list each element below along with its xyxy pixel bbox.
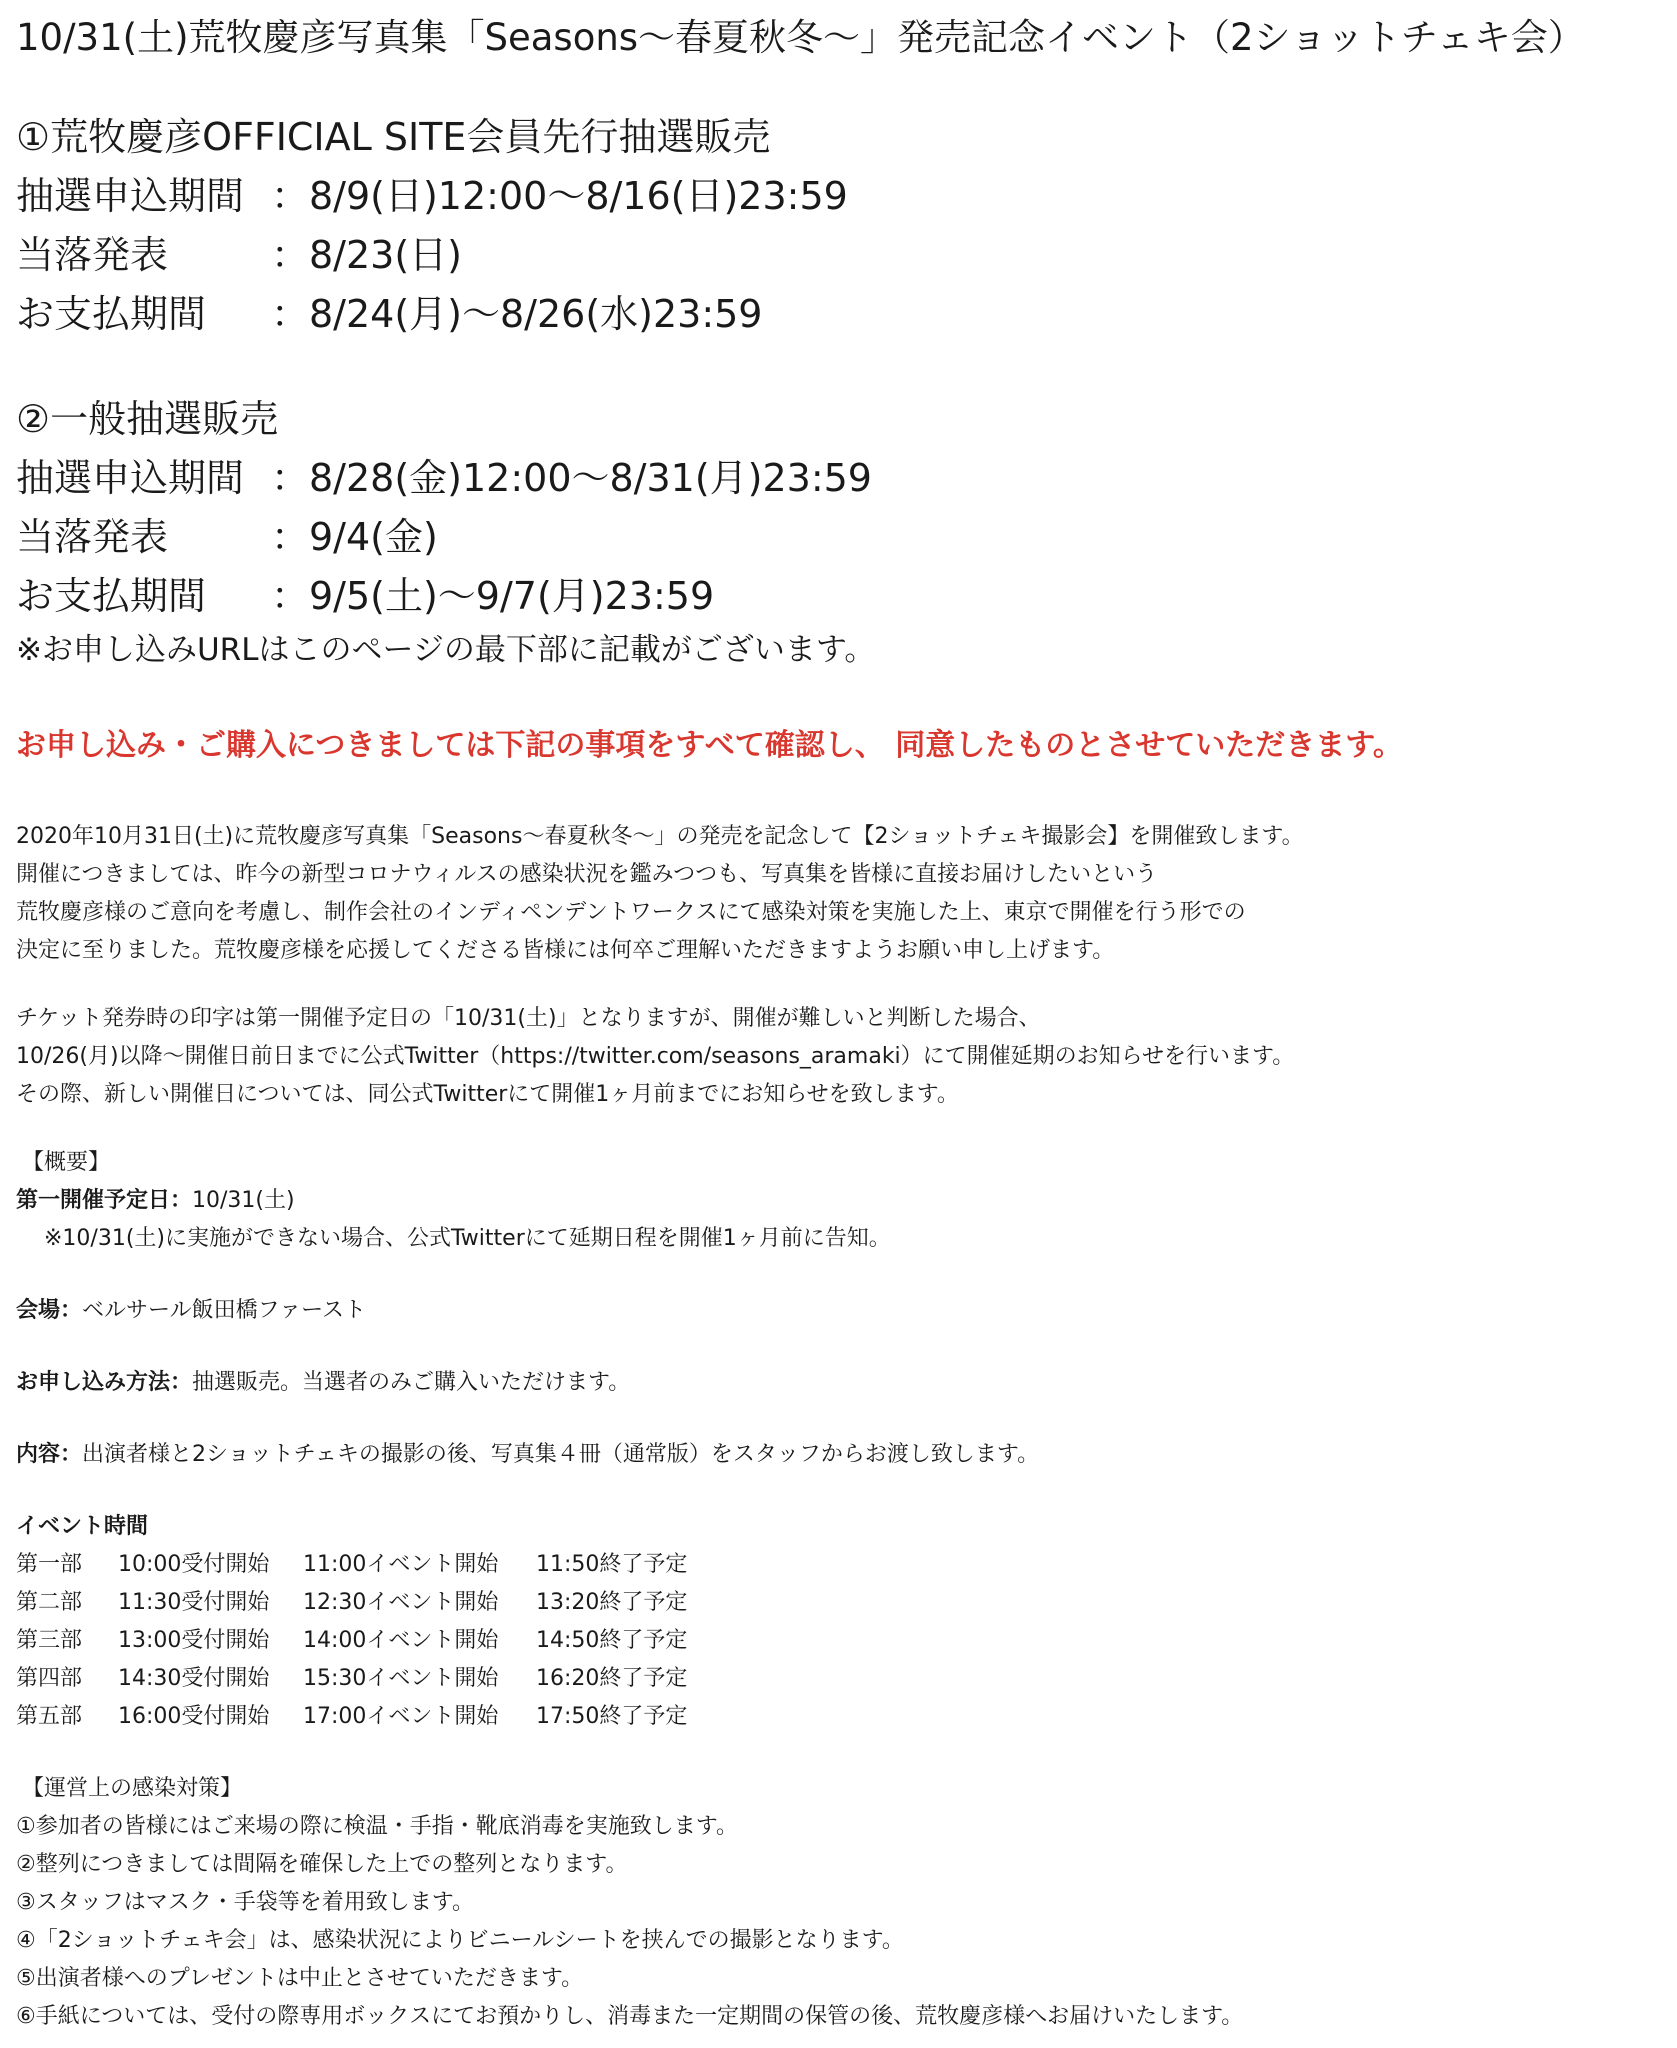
schedule-label: 当落発表 — [16, 233, 169, 277]
event-part: 第一部 — [16, 1552, 83, 1577]
event-reception: 10:00受付開始 — [118, 1552, 270, 1577]
event-end: 17:50終了予定 — [536, 1704, 688, 1729]
schedule-row — [16, 449, 1677, 508]
intro-paragraph — [16, 818, 1677, 970]
event-time-row — [16, 1622, 1677, 1660]
schedule-label: お支払期間 — [16, 292, 207, 336]
general-sale-section — [16, 390, 1677, 674]
event-reception: 14:30受付開始 — [118, 1666, 270, 1691]
application-url-note: ※お申し込みURLはこのページの最下部に記載がございます。 — [16, 632, 876, 668]
schedule-value: ：9/5(土)〜9/7(月)23:59 — [271, 574, 715, 618]
member-presale-section — [16, 108, 1677, 344]
event-time-row — [16, 1546, 1677, 1584]
event-time-section — [16, 1508, 1677, 1736]
schedule-value: ：8/28(金)12:00〜8/31(月)23:59 — [271, 456, 872, 500]
measure-item: ⑤出演者様へのプレゼントは中止とさせていただきます。 — [16, 1966, 584, 1991]
overview-heading: 【概要】 — [22, 1150, 111, 1175]
member-presale-heading: ①荒牧慶彦OFFICIAL SITE会員先行抽選販売 — [16, 115, 771, 159]
event-time-row — [16, 1660, 1677, 1698]
content-value: 出演者様と2ショットチェキの撮影の後、写真集４冊（通常版）をスタッフからお渡し致します。 — [82, 1442, 1040, 1467]
event-start: 14:00イベント開始 — [303, 1628, 499, 1653]
page-title: 10/31(土)荒牧慶彦写真集「Seasons〜春夏秋冬〜」発売記念イベント（2ショットチェキ会） — [16, 16, 1585, 59]
intro-line: 2020年10月31日(土)に荒牧慶彦写真集「Seasons〜春夏秋冬〜」の発売を記念して【2ショットチェキ撮影会】を開催致します。 — [16, 824, 1304, 849]
venue-value: ベルサール飯田橋ファースト — [82, 1298, 367, 1323]
event-start: 17:00イベント開始 — [303, 1704, 499, 1729]
measure-item: ①参加者の皆様にはご来場の際に検温・手指・靴底消毒を実施致します。 — [16, 1814, 738, 1839]
first-date-note: ※10/31(土)に実施ができない場合、公式Twitterにて延期日程を開催1ヶ月前に告知。 — [44, 1226, 891, 1251]
schedule-value: ：8/23(日) — [271, 233, 462, 277]
first-date-value: 10/31(土) — [192, 1188, 295, 1213]
event-end: 11:50終了予定 — [536, 1552, 688, 1577]
event-start: 12:30イベント開始 — [303, 1590, 499, 1615]
ticket-line: チケット発券時の印字は第一開催予定日の「10/31(土)」となりますが、開催が難しいと判断した場合、 — [16, 1006, 1041, 1031]
measure-item: ④「2ショットチェキ会」は、感染状況によりビニールシートを挟んでの撮影となります。 — [16, 1928, 904, 1953]
ticket-line: 10/26(月)以降〜開催日前日までに公式Twitter（https://twitter.com/seasons_aramaki）にて開催延期のお知らせを行います。 — [16, 1044, 1295, 1069]
schedule-row — [16, 226, 1677, 285]
general-sale-heading: ②一般抽選販売 — [16, 397, 279, 441]
intro-line: 開催につきましては、昨今の新型コロナウィルスの感染状況を鑑みつつも、写真集を皆様に直接お届けしたいという — [16, 862, 1158, 887]
schedule-row — [16, 167, 1677, 226]
measures-heading: 【運営上の感染対策】 — [22, 1776, 243, 1801]
schedule-value: ：9/4(金) — [271, 515, 438, 559]
schedule-row — [16, 508, 1677, 567]
schedule-label: 抽選申込期間 — [16, 456, 245, 500]
event-reception: 13:00受付開始 — [118, 1628, 270, 1653]
measure-item: ⑥手紙については、受付の際専用ボックスにてお預かりし、消毒また一定期間の保管の後、荒牧慶彦様へお届けいたします。 — [16, 2004, 1244, 2029]
ticket-line: その際、新しい開催日については、同公式Twitterにて開催1ヶ月前までにお知らせを致します。 — [16, 1082, 959, 1107]
first-date-label: 第一開催予定日： — [16, 1188, 193, 1213]
intro-line: 決定に至りました。荒牧慶彦様を応援してくださる皆様には何卒ご理解いただきますようお願い申し上げます。 — [16, 938, 1115, 963]
event-time-row — [16, 1698, 1677, 1736]
measure-item: ③スタッフはマスク・手袋等を着用致します。 — [16, 1890, 474, 1915]
event-start: 15:30イベント開始 — [303, 1666, 499, 1691]
event-reception: 11:30受付開始 — [118, 1590, 270, 1615]
event-start: 11:00イベント開始 — [303, 1552, 499, 1577]
schedule-row — [16, 285, 1677, 344]
method-label: お申し込み方法： — [16, 1370, 193, 1395]
schedule-value: ：8/24(月)〜8/26(水)23:59 — [271, 292, 763, 336]
method-value: 抽選販売。当選者のみご購入いただけます。 — [192, 1370, 631, 1395]
schedule-label: 抽選申込期間 — [16, 174, 245, 218]
event-reception: 16:00受付開始 — [118, 1704, 270, 1729]
intro-line: 荒牧慶彦様のご意向を考慮し、制作会社のインディペンデントワークスにて感染対策を実施した上、東京で開催を行う形での — [16, 900, 1246, 925]
overview-section — [16, 1144, 1677, 1474]
method-row — [16, 1364, 1677, 1402]
infection-measures-section — [16, 1770, 1677, 2036]
content-row — [16, 1436, 1677, 1474]
schedule-label: 当落発表 — [16, 515, 169, 559]
venue-label: 会場： — [16, 1298, 83, 1323]
event-part: 第五部 — [16, 1704, 83, 1729]
first-date-row — [16, 1182, 1677, 1220]
event-time-row — [16, 1584, 1677, 1622]
event-time-heading: イベント時間 — [16, 1514, 149, 1539]
venue-row — [16, 1292, 1677, 1330]
schedule-row — [16, 567, 1677, 626]
event-part: 第四部 — [16, 1666, 83, 1691]
schedule-label: お支払期間 — [16, 574, 207, 618]
schedule-value: ：8/9(日)12:00〜8/16(日)23:59 — [271, 174, 848, 218]
agreement-notice: お申し込み・ご購入につきましては下記の事項をすべて確認し、 同意したものとさせていただきます。 — [16, 728, 1403, 763]
event-end: 13:20終了予定 — [536, 1590, 688, 1615]
event-end: 16:20終了予定 — [536, 1666, 688, 1691]
measure-item: ②整列につきましては間隔を確保した上での整列となります。 — [16, 1852, 628, 1877]
ticket-paragraph — [16, 1000, 1677, 1114]
event-end: 14:50終了予定 — [536, 1628, 688, 1653]
event-part: 第二部 — [16, 1590, 83, 1615]
content-label: 内容： — [16, 1442, 83, 1467]
event-part: 第三部 — [16, 1628, 83, 1653]
